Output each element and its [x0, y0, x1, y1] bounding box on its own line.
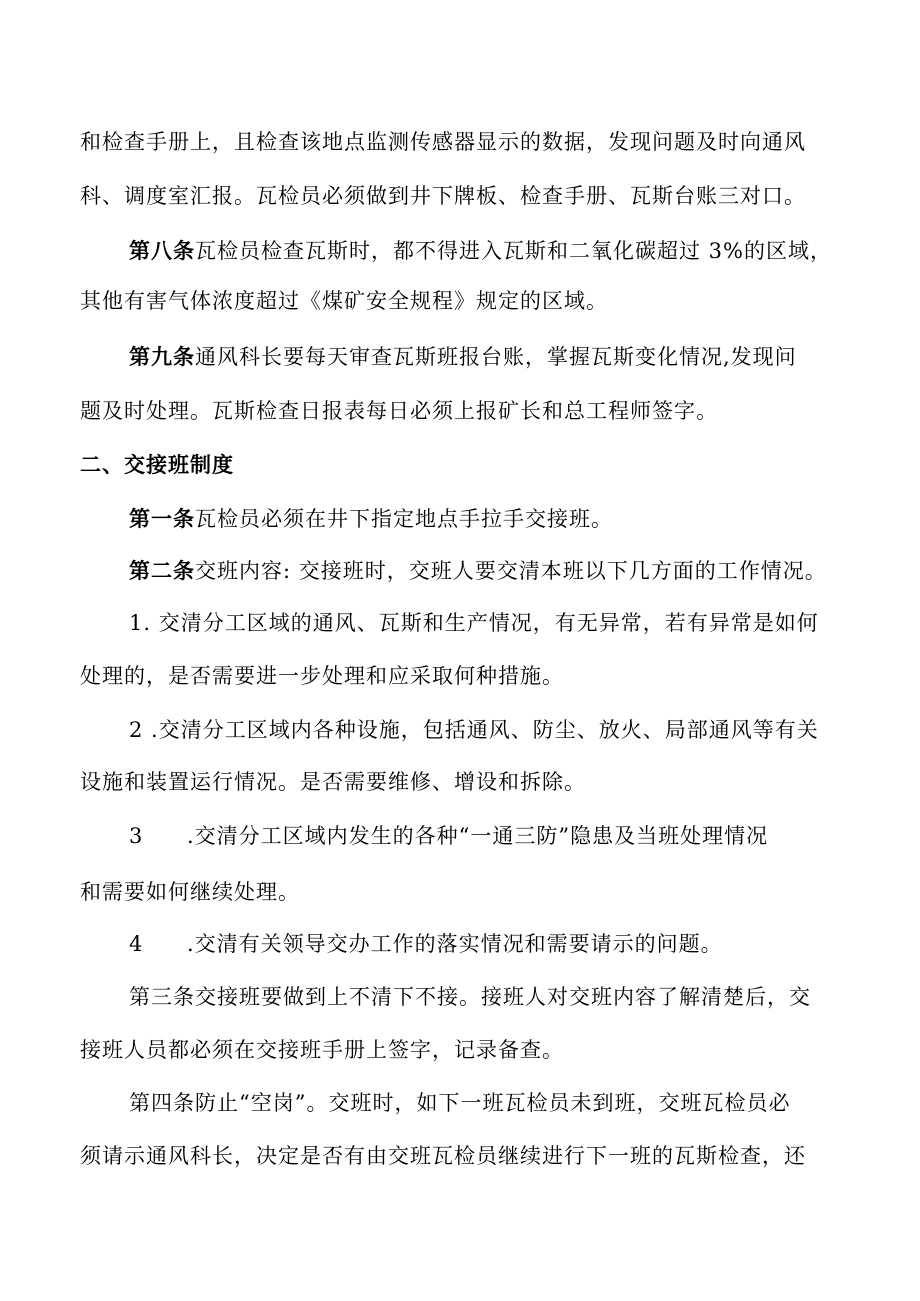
- list-number: 2: [129, 718, 144, 742]
- article-8-line: [129, 237, 832, 265]
- list-item-1-line: 处理的，是否需要进一步处理和应采取何种措施。: [80, 664, 564, 688]
- handover-article-2: [129, 557, 827, 585]
- article-label: 第八条: [129, 238, 195, 263]
- list-text: .交清分工区域内各种设施，包括通风、防尘、放火、局部通风等有关: [143, 718, 819, 742]
- article-label: 第九条: [129, 344, 195, 369]
- handover-article-3-line: 第三条交接班要做到上不清下不接。接班人对交班内容了解清楚后，交: [129, 985, 811, 1009]
- handover-article-4-line: 须请示通风科长，决定是否有由交班瓦检员继续进行下一班的瓦斯检查，还: [80, 1144, 806, 1168]
- paragraph-line: 其他有害气体浓度超过《煤矿安全规程》规定的区域。: [80, 289, 608, 313]
- handover-article-4-line: 第四条防止“空岗”。交班时，如下一班瓦检员未到班，交班瓦检员必: [129, 1091, 791, 1115]
- list-item-2-line: [129, 716, 819, 744]
- article-text: 瓦检员必须在井下指定地点手拉手交接班。: [195, 507, 613, 531]
- list-text: .交清分工区域内发生的各种“一通三防”隐患及当班处理情况: [187, 824, 769, 848]
- list-item-2-line: 设施和装置运行情况。是否需要维修、增设和拆除。: [80, 770, 586, 794]
- list-text: .交清有关领导交办工作的落实情况和需要请示的问题。: [187, 932, 723, 956]
- handover-article-1: [129, 505, 613, 533]
- article-9-line: [129, 343, 797, 371]
- article-text: 通风科长要每天审查瓦斯班报台账，掌握瓦斯变化情况,发现问: [195, 345, 797, 369]
- handover-article-3-line: 接班人员都必须在交接班手册上签字，记录备查。: [80, 1038, 564, 1062]
- section-heading: 二、交接班制度: [80, 452, 234, 477]
- paragraph-line: 和检查手册上，且检查该地点监测传感器显示的数据，发现问题及时向通风: [80, 130, 806, 154]
- article-text: 交班内容: 交接班时，交班人要交清本班以下几方面的工作情况。: [195, 559, 827, 583]
- list-item-4-line: [129, 930, 723, 958]
- list-number: 3: [129, 824, 144, 848]
- list-item-1-line: 1. 交清分工区域的通风、瓦斯和生产情况，有无异常，若有异常是如何: [129, 611, 819, 635]
- article-text: 瓦检员检查瓦斯时，都不得进入瓦斯和二氧化碳超过 3%的区域，: [195, 239, 832, 263]
- list-item-3-line: [129, 822, 768, 850]
- paragraph-line: 科、调度室汇报。瓦检员必须做到井下牌板、检查手册、瓦斯台账三对口。: [80, 184, 806, 208]
- paragraph-line: 题及时处理。瓦斯检查日报表每日必须上报矿长和总工程师签字。: [80, 399, 718, 423]
- article-label: 第二条: [129, 558, 195, 583]
- article-label: 第一条: [129, 506, 195, 531]
- list-item-3-line: 和需要如何继续处理。: [80, 880, 300, 904]
- list-number: 4: [129, 932, 144, 956]
